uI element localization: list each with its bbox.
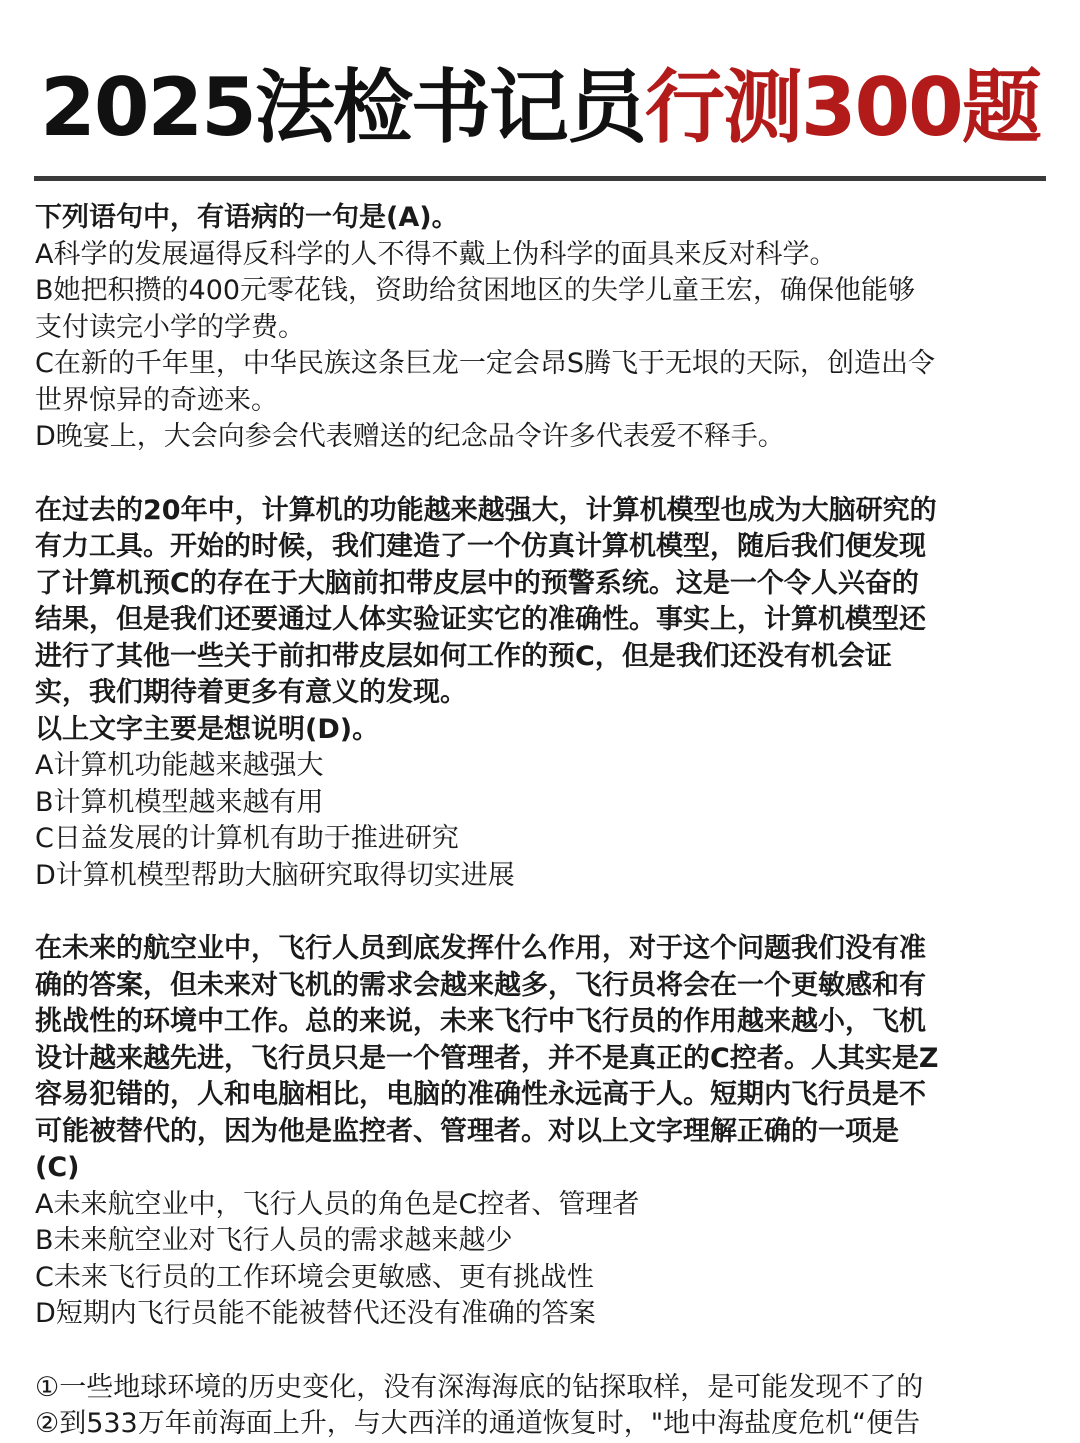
page-title — [0, 58, 1080, 158]
question-stem-line: 确的答案，但未来对飞机的需求会越来越多，飞行员将会在一个更敏感和有 — [35, 969, 926, 1001]
question-gap — [35, 1333, 1050, 1370]
question-stem-line: 以上文字主要是想说明(D)。 — [35, 713, 380, 745]
question-stem-line: 在未来的航空业中，飞行人员到底发挥什么作用，对于这个问题我们没有准 — [35, 933, 926, 964]
question-block — [35, 1370, 1050, 1443]
question-stem-line: (C) — [35, 1152, 80, 1183]
question-option-line: A未来航空业中，飞行人员的角色是C控者、管理者 — [35, 1188, 640, 1220]
question-block — [35, 931, 1050, 1333]
question-gap — [35, 456, 1050, 493]
question-option-line: B未来航空业对飞行人员的需求越来越少 — [35, 1225, 513, 1256]
question-block — [35, 200, 1050, 456]
question-block — [35, 493, 1050, 895]
title-divider — [34, 176, 1046, 181]
question-stem-line: 设计越来越先进，飞行员只是一个管理者，并不是真正的C控者。人其实是Z — [35, 1042, 939, 1074]
question-stem-line: 容易犯错的，人和电脑相比，电脑的准确性永远高于人。短期内飞行员是不 — [35, 1079, 926, 1110]
question-stem-line: 在过去的20年中，计算机的功能越来越强大，计算机模型也成为大脑研究的 — [35, 494, 937, 526]
question-stem-line: 结果，但是我们还要通过人体实验证实它的准确性。事实上，计算机模型还 — [35, 604, 926, 635]
question-option-line: D计算机模型帮助大脑研究取得切实进展 — [35, 859, 515, 891]
question-option-line: D晚宴上，大会向参会代表赠送的纪念品令许多代表爱不释手。 — [35, 421, 785, 452]
title-red-part: 行测300题 — [644, 61, 1040, 154]
question-stem-line: 有力工具。开始的时候，我们建造了一个仿真计算机模型，随后我们便发现 — [35, 531, 926, 562]
question-option-line: A计算机功能越来越强大 — [35, 750, 324, 781]
question-option-line: C在新的千年里，中华民族这条巨龙一定会昂S腾飞于无垠的天际，创造出令 — [35, 348, 935, 379]
question-stem-line: 下列语句中，有语病的一句是(A)。 — [35, 202, 459, 233]
question-option-line: C日益发展的计算机有助于推进研究 — [35, 823, 459, 854]
question-option-line: ①一些地球环境的历史变化，没有深海海底的钻探取样，是可能发现不了的 — [35, 1371, 924, 1403]
question-option-line: 世界惊异的奇迹来。 — [35, 384, 278, 416]
question-option-line: 支付读完小学的学费。 — [35, 311, 305, 343]
question-stem-line: 了计算机预C的存在于大脑前扣带皮层中的预警系统。这是一个令人兴奋的 — [35, 567, 919, 599]
question-stem-line: 进行了其他一些关于前扣带皮层如何工作的预C，但是我们还没有机会证 — [35, 640, 892, 672]
question-option-line: A科学的发展逼得反科学的人不得不戴上伪科学的面具来反对科学。 — [35, 238, 837, 270]
question-option-line: D短期内飞行员能不能被替代还没有准确的答案 — [35, 1298, 596, 1329]
question-option-line: C未来飞行员的工作环境会更敏感、更有挑战性 — [35, 1261, 594, 1293]
question-option-line: B她把积攒的400元零花钱，资助给贫困地区的失学儿童王宏，确保他能够 — [35, 275, 916, 306]
question-stem-line: 实，我们期待着更多有意义的发现。 — [35, 677, 467, 708]
question-option-line: ②到533万年前海面上升，与大西洋的通道恢复时，"地中海盐度危机“便告 — [35, 1408, 921, 1439]
title-black-part: 2025法检书记员 — [40, 61, 645, 154]
question-option-line: B计算机模型越来越有用 — [35, 786, 324, 818]
question-stem-line: 可能被替代的，因为他是监控者、管理者。对以上文字理解正确的一项是 — [35, 1115, 899, 1147]
question-gap — [35, 894, 1050, 931]
question-stem-line: 挑战性的环境中工作。总的来说，未来飞行中飞行员的作用越来越小，飞机 — [35, 1006, 926, 1037]
question-list — [35, 200, 1050, 1443]
